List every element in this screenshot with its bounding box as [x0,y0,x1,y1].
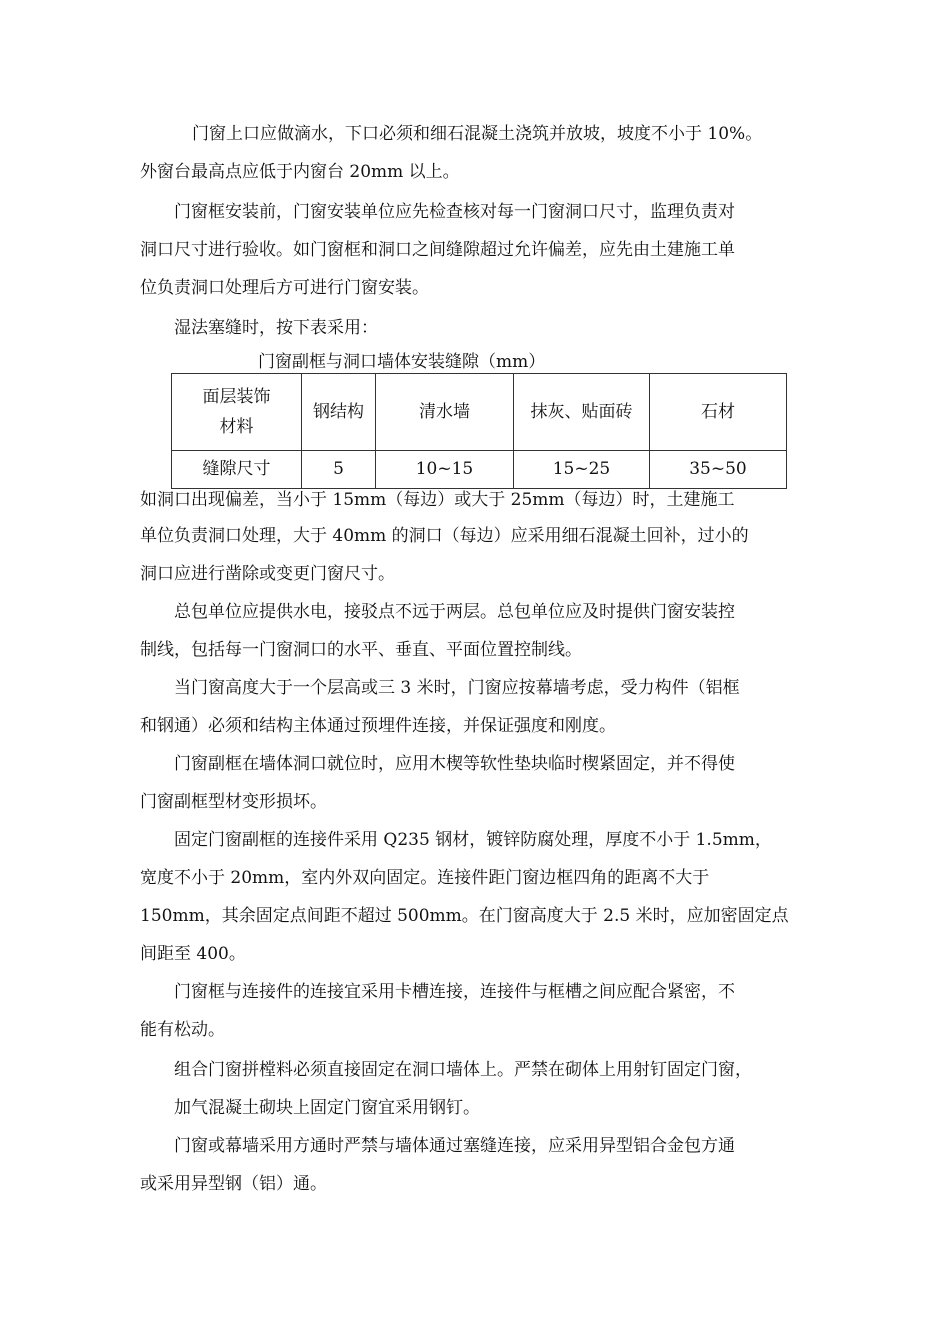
header-cell-plaster-tile: 抹灰、贴面砖 [514,374,650,451]
paragraph-10-line-2: 加气混凝土砌块上固定门窗宜采用钢钉。 [174,1098,480,1118]
row-cell-plaster-tile: 15~25 [514,450,650,488]
header-cell-stone: 石材 [650,374,787,451]
table-header-row [172,374,787,451]
header-cell-steel: 钢结构 [302,374,376,451]
row-cell-stone: 35~50 [650,450,787,488]
paragraph-7-line-2: 门窗副框型材变形损坏。 [140,792,327,812]
row-cell-steel: 5 [302,450,376,488]
paragraph-11-line-1: 门窗或幕墙采用方通时严禁与墙体通过塞缝连接，应采用异型铝合金包方通 [174,1136,735,1156]
paragraph-2-line-3: 位负责洞口处理后方可进行门窗安装。 [140,278,429,298]
paragraph-10-line-1: 组合门窗拼樘料必须直接固定在洞口墙体上。严禁在砌体上用射钉固定门窗， [174,1060,752,1080]
paragraph-4-line-1: 如洞口出现偏差，当小于 15mm（每边）或大于 25mm（每边）时，土建施工 [140,490,735,510]
gap-table [171,373,787,489]
row-cell-label: 缝隙尺寸 [172,450,302,488]
header-cell-fair-faced-wall: 清水墙 [376,374,514,451]
row-cell-fair-faced-wall: 10~15 [376,450,514,488]
paragraph-8-line-4: 间距至 400。 [140,944,246,964]
paragraph-9-line-2: 能有松动。 [140,1020,225,1040]
table-caption: 门窗副框与洞口墙体安装缝隙（mm） [258,352,546,372]
paragraph-4-line-3: 洞口应进行凿除或变更门窗尺寸。 [140,564,395,584]
paragraph-3-line-1: 湿法塞缝时，按下表采用： [174,318,378,338]
header-material-line-1: 面层装饰 [202,386,271,407]
paragraph-11-line-2: 或采用异型钢（铝）通。 [140,1174,327,1194]
paragraph-6-line-2: 和钢通）必须和结构主体通过预埋件连接，并保证强度和刚度。 [140,716,616,736]
table-row [172,450,787,488]
paragraph-2-line-1: 门窗框安装前，门窗安装单位应先检查核对每一门窗洞口尺寸，监理负责对 [174,202,735,222]
paragraph-9-line-1: 门窗框与连接件的连接宜采用卡槽连接，连接件与框槽之间应配合紧密，不 [174,982,735,1002]
paragraph-8-line-1: 固定门窗副框的连接件采用 Q235 钢材，镀锌防腐处理，厚度不小于 1.5mm， [174,830,772,850]
header-cell-material [172,374,302,451]
paragraph-2-line-2: 洞口尺寸进行验收。如门窗框和洞口之间缝隙超过允许偏差，应先由土建施工单 [140,240,735,260]
paragraph-8-line-2: 宽度不小于 20mm，室内外双向固定。连接件距门窗边框四角的距离不大于 [140,868,710,888]
paragraph-5-line-2: 制线，包括每一门窗洞口的水平、垂直、平面位置控制线。 [140,640,582,660]
paragraph-4-line-2: 单位负责洞口处理，大于 40mm 的洞口（每边）应采用细石混凝土回补，过小的 [140,526,749,546]
paragraph-5-line-1: 总包单位应提供水电，接驳点不远于两层。总包单位应及时提供门窗安装控 [174,602,735,622]
paragraph-1-line-1: 门窗上口应做滴水，下口必须和细石混凝土浇筑并放坡，坡度不小于 10%。 [192,124,763,144]
paragraph-8-line-3: 150mm，其余固定点间距不超过 500mm。在门窗高度大于 2.5 米时，应加密固定点 [140,906,789,926]
header-material-line-2: 材料 [219,416,254,437]
paragraph-1-line-2: 外窗台最高点应低于内窗台 20mm 以上。 [140,162,460,182]
paragraph-7-line-1: 门窗副框在墙体洞口就位时，应用木楔等软性垫块临时楔紧固定，并不得使 [174,754,735,774]
paragraph-6-line-1: 当门窗高度大于一个层高或三 3 米时，门窗应按幕墙考虑，受力构件（铝框 [174,678,740,698]
